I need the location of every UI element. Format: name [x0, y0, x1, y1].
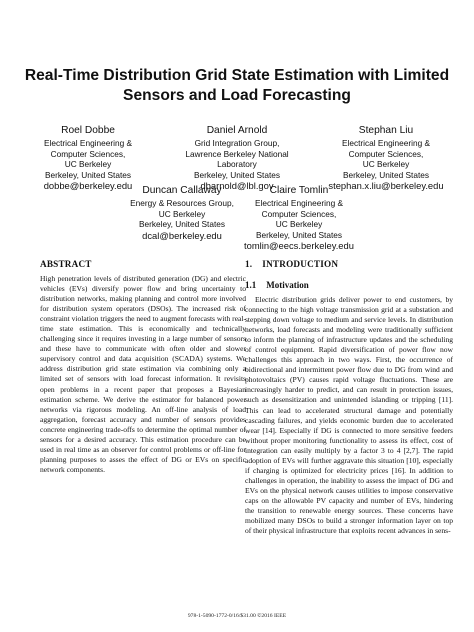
author-affiliation-line: Berkeley, United States [44, 169, 132, 180]
subsection-title: Motivation [266, 280, 309, 290]
author-name: Claire Tomlin [269, 185, 329, 196]
author-affiliation-line: Berkeley, United States [342, 169, 430, 180]
author-affiliation-line: Berkeley, United States [138, 219, 226, 230]
author-affiliation-line: Berkeley, United States [193, 169, 281, 180]
motivation-text: Electric distribution grids deliver power to end customers, by connecting to the high voltage transmission grid at a substation and stepping down voltage to medium and service levels. In distribution networks, load forecasts and modeling were traditionally sufficient to inform the planning of infrastructure updates and the scheduling of control equipment. Rapid diversification of power flow now challenges this approach in two ways. First, the occurrence of bidirectional and intermittent power flow due to DG from wind and photovoltaics (PV) causes rapid voltage fluctuations. These are increasingly harder to predict, and can result in protection issues, such as desensitization and unintended islanding or tripping [11]. This can lead to accelerated structural damage and potentially cascading failures, and yields economic burden due to accelerated wear [14]. Especially if DG is connected to more sensitive feeders without proper monitoring functionality to assess its effect, cost of integration can easily multiply by a factor 3 to 4 [2,7]. The rapid adoption of EVs will further aggravate this situation [10], especially if charging is optimized for electricity prices [16]. In addition to challenges in operation, the inability to assess the impact of DG and EVs on the physical network causes utilities to impose conservative caps on the allowable PV capacity and number of EVs, hindering the transition to renewable energy sources. These concerns have mobilized many DSOs to build a stronger information layer on top of their physical infrastructure that exploits recent advances in sens- [245, 295, 453, 536]
author-affiliation-line: UC Berkeley [64, 159, 112, 170]
author-email: dbarnold@lbl.gov [200, 180, 274, 192]
author-affiliation-line: Energy & Resources Group, [130, 198, 234, 208]
section-title: INTRODUCTION [262, 259, 339, 269]
author-name: Daniel Arnold [206, 125, 268, 136]
author-affiliation-line: Electrical Engineering & [341, 138, 431, 148]
paper-title: Real-Time Distribution Grid State Estimation with Limited Sensors and Load Forecasting [24, 67, 450, 104]
copyright-footer: 978-1-5090-1772-0/16/$31.00 ©2016 IEEE [187, 613, 287, 619]
author-affiliation-line: Laboratory [217, 159, 257, 170]
author-affiliation-line: Grid Integration Group, [194, 138, 280, 148]
author-affiliation-line: Electrical Engineering & [254, 198, 344, 208]
author-affiliation-line: Computer Sciences, [50, 148, 126, 159]
subsection-number: 1.1 [245, 280, 257, 290]
author-block-arnold [176, 124, 298, 192]
author-email: tomlin@eecs.berkeley.edu [244, 240, 354, 252]
author-block-callaway [122, 184, 242, 241]
abstract-text: High penetration levels of distributed generation (DG) and electric vehicles (EVs) diversify power flow and bring uncertainty to distribution networks, making planning and control more involved for distribution system operators (DSOs). The increased risk of constraint violation triggers the need to augment forecasts with real-time state estimation. This is economically and technically challenging since it requires investing in a large number of sensors and these have to communicate with often older and slower supervisory control and data acquisition (SCADA) systems. We address distribution grid state estimation via combining only a limited set of sensors with load forecast information. It revisits open problems in a recent paper that proposes a Bayesian estimation scheme. We derive the estimator for balanced power networks via rigorous modeling. An off-line analysis of load aggregation, forecast accuracy and number of sensors provides concrete engineering trade-offs to determine the optimal number of sensors for a desired accuracy. This estimation procedure can be used in real time as an observer for control problems or off-line for planning purposes to asses the effect of DG or EVs on specific network components. [40, 274, 247, 474]
author-affiliation-line: UC Berkeley [275, 219, 323, 230]
introduction-heading [245, 258, 453, 270]
abstract-column [40, 258, 246, 475]
author-name: Duncan Callaway [142, 185, 222, 196]
introduction-column [245, 258, 453, 536]
author-email: stephan.x.liu@berkeley.edu [328, 180, 444, 192]
author-affiliation-line: Computer Sciences, [348, 148, 424, 159]
author-block-liu [316, 124, 456, 192]
motivation-heading [245, 279, 453, 291]
author-name: Roel Dobbe [61, 125, 115, 136]
author-affiliation-line: UC Berkeley [362, 159, 410, 170]
author-affiliation-line: Electrical Engineering & [43, 138, 133, 148]
author-name: Stephan Liu [358, 125, 414, 136]
author-affiliation-line: Berkeley, United States [255, 229, 343, 240]
abstract-heading: ABSTRACT [40, 259, 92, 269]
section-number: 1. [245, 259, 253, 269]
author-email: dcal@berkeley.edu [142, 229, 222, 241]
author-block-tomlin [232, 184, 366, 252]
author-affiliation-line: Computer Sciences, [261, 208, 337, 219]
author-email: dobbe@berkeley.edu [43, 180, 133, 192]
author-affiliation-line: Lawrence Berkeley National [185, 148, 289, 159]
author-block-dobbe [30, 124, 146, 192]
author-affiliation-line: UC Berkeley [158, 208, 206, 219]
